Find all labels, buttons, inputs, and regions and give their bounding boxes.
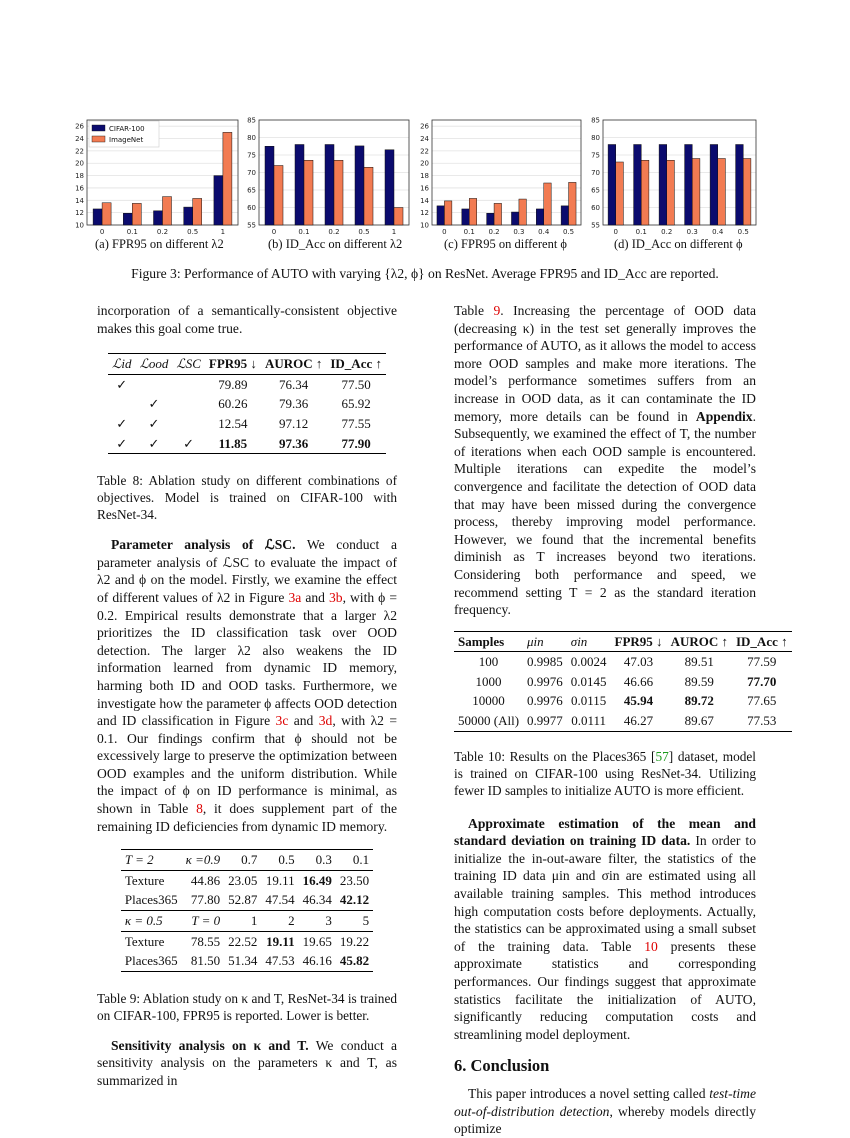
y-tick-label: 70 — [591, 169, 600, 177]
chart-panel-1 — [247, 117, 409, 237]
y-tick-label: 12 — [420, 209, 429, 218]
bar-imagenet — [718, 159, 726, 226]
y-tick-label: 85 — [591, 116, 600, 125]
y-tick-label: 18 — [75, 172, 84, 181]
table-8-caption: Table 8: Ablation study on different combinations of objectives. Model is trained on CIFAR-100 with ResNet-34. — [97, 473, 397, 523]
x-tick-label: 0.2 — [488, 228, 500, 236]
y-tick-label: 26 — [420, 122, 429, 131]
figure3-caption: Figure 3: Performance of AUTO with varying {λ2, ϕ} on ResNet. Average FPR95 and ID_Acc are reported. — [131, 266, 719, 281]
legend-label: CIFAR-100 — [109, 125, 145, 133]
bar-cifar100 — [710, 145, 718, 226]
t8-h-lid: ℒid — [112, 356, 132, 372]
t8-h-lsc: ℒSC — [176, 356, 201, 372]
left-paragraph-1: incorporation of a semantically-consistent objective makes this goal come true. — [97, 303, 397, 336]
t8-h-acc: ID_Acc ↑ — [330, 356, 382, 372]
bar-imagenet — [519, 199, 526, 225]
approx-paragraph: Approximate estimation of the mean and standard deviation on training ID data. In order to initialize the in-out-aware filter, the statistics of the training ID data μin and σin are estimated using all available training samples. This method introduces high computation costs before deployments. Actually, the statistics can be approximated using a small subset of the training data. Table 10 presents these approximate statistics and corresponding performances. Our findings suggest that approximate statistics facilitate the initialization of AUTO, significantly reducing computation costs and streamlining model deployment. — [454, 815, 756, 1042]
bar-imagenet — [469, 198, 476, 225]
subcaption-d: (d) ID_Acc on different ϕ — [614, 237, 743, 251]
t10-h-auroc: AUROC ↑ — [670, 633, 728, 649]
y-tick-label: 75 — [591, 151, 600, 160]
x-tick-label: 0.1 — [635, 228, 647, 236]
subcaption-a: (a) FPR95 on different λ2 — [95, 237, 224, 251]
bar-imagenet — [223, 132, 232, 225]
y-tick-label: 24 — [420, 135, 429, 144]
sensitivity-paragraph: Sensitivity analysis on κ and T. We conduct a sensitivity analysis on the parameters κ and T, as summarized in — [97, 1037, 397, 1088]
bar-cifar100 — [634, 145, 642, 226]
y-tick-label: 80 — [247, 134, 256, 142]
bar-cifar100 — [325, 145, 334, 226]
y-tick-label: 60 — [591, 204, 600, 212]
x-tick-label: 1 — [391, 228, 397, 236]
x-tick-label: 0.2 — [156, 228, 169, 236]
chart-panel-0 — [75, 120, 238, 236]
bar-cifar100 — [265, 146, 274, 225]
x-tick-label: 0.5 — [358, 228, 370, 236]
bar-cifar100 — [608, 145, 616, 226]
chart-legend — [89, 121, 159, 147]
table-10-caption: Table 10: Results on the Places365 [57] dataset, model is trained on CIFAR-100 using ResNet-34. Utilizing fewer ID samples to initialize AUTO is more efficient. — [454, 748, 756, 798]
bar-cifar100 — [487, 213, 494, 225]
x-tick-label: 0.2 — [328, 228, 340, 236]
x-tick-label: 0.4 — [712, 228, 724, 236]
y-tick-label: 22 — [75, 147, 84, 156]
x-tick-label: 0.3 — [686, 228, 698, 236]
y-tick-label: 10 — [420, 221, 429, 230]
y-tick-label: 80 — [591, 134, 600, 142]
table-row: 50000 (All) 0.9977 0.0111 46.27 89.67 77.53 — [454, 711, 792, 731]
figure3-subcaptions — [0, 237, 850, 253]
bar-imagenet — [102, 203, 111, 225]
bar-imagenet — [641, 160, 649, 225]
y-tick-label: 55 — [247, 221, 256, 230]
bar-cifar100 — [355, 146, 364, 225]
y-tick-label: 60 — [247, 204, 256, 212]
bar-imagenet — [163, 197, 172, 225]
fig-ref-3d[interactable]: 3d — [318, 713, 333, 729]
bar-imagenet — [193, 198, 202, 225]
t10-h-sigma: σin — [570, 633, 588, 649]
bar-cifar100 — [93, 209, 102, 225]
t10-h-samples: Samples — [458, 633, 505, 649]
t8-h-lood: ℒood — [139, 356, 169, 372]
table-row: ✓ 79.89 76.34 77.50 — [116, 376, 371, 392]
chart-panel-3 — [591, 117, 756, 237]
bar-imagenet — [667, 160, 675, 225]
x-tick-label: 0.3 — [513, 228, 525, 236]
table-row: Places365 77.80 52.87 47.54 46.34 42.12 — [121, 890, 373, 910]
x-tick-label: 0.1 — [126, 228, 138, 236]
y-tick-label: 16 — [75, 184, 84, 193]
y-tick-label: 65 — [247, 186, 256, 195]
y-tick-label: 22 — [420, 147, 429, 156]
legend-swatch — [92, 125, 105, 131]
x-tick-label: 0.5 — [187, 228, 199, 236]
bar-imagenet — [743, 159, 751, 226]
table-ref-10[interactable]: 10 — [644, 938, 658, 954]
table-9: T = 2 κ =0.9 0.7 0.5 0.3 0.1 Texture 44.86 23.05 19.11 16.49 23.50 Places365 77.80 52.87 47.54 46.34 42.12 κ = 0.5 T = 0 1 2 3 5 Texture 78.55 22.52 19.11 19.65 19.22 Places365 81.50 51.34 47.53 46.16 45.82 — [121, 849, 373, 972]
citation-57[interactable]: 57 — [655, 748, 669, 764]
approx-heading: Approximate estimation of the mean and standard deviation on training ID data. — [454, 815, 756, 849]
bar-imagenet — [274, 166, 283, 226]
y-tick-label: 26 — [75, 122, 84, 131]
bar-imagenet — [304, 160, 313, 225]
table-row: 100 0.9985 0.0024 47.03 89.51 77.59 — [478, 654, 777, 670]
y-tick-label: 18 — [420, 172, 429, 181]
x-tick-label: 0 — [271, 228, 277, 236]
y-tick-label: 65 — [591, 186, 600, 195]
fig-ref-3c[interactable]: 3c — [275, 713, 289, 729]
table-10 — [454, 631, 792, 732]
fig-ref-3a[interactable]: 3a — [288, 589, 302, 605]
bar-cifar100 — [685, 145, 693, 226]
bar-cifar100 — [184, 207, 193, 225]
x-tick-label: 0.1 — [463, 228, 475, 236]
bar-cifar100 — [214, 176, 223, 225]
legend-swatch — [92, 136, 105, 142]
bar-cifar100 — [123, 213, 132, 225]
t8-h-fpr: FPR95 ↓ — [208, 356, 257, 372]
bar-cifar100 — [295, 145, 304, 226]
table-row: 10000 0.9976 0.0115 45.94 89.72 77.65 — [472, 693, 777, 709]
right-column — [454, 302, 788, 1138]
fig-ref-3b[interactable]: 3b — [328, 589, 343, 605]
bar-imagenet — [334, 160, 343, 225]
t10-h-acc: ID_Acc ↑ — [735, 633, 788, 649]
x-tick-label: 0.1 — [298, 228, 310, 236]
appendix-ref: Appendix — [695, 408, 753, 424]
y-tick-label: 75 — [247, 151, 256, 160]
y-tick-label: 20 — [75, 159, 84, 168]
table-row: Texture 44.86 23.05 19.11 16.49 23.50 — [124, 872, 370, 888]
table-ref-9[interactable]: 9 — [493, 303, 501, 318]
table-ref-8[interactable]: 8 — [196, 801, 203, 817]
subcaption-c: (c) FPR95 on different ϕ — [444, 237, 567, 251]
x-tick-label: 0 — [442, 228, 447, 236]
table-row: Places365 81.50 51.34 47.53 46.16 45.82 — [121, 951, 373, 971]
table-row: ✓ ✓ ✓ 11.85 97.36 77.90 — [108, 434, 386, 454]
x-tick-label: 0.5 — [737, 228, 749, 236]
bar-cifar100 — [659, 145, 667, 226]
subcaption-b: (b) ID_Acc on different λ2 — [268, 237, 403, 251]
x-tick-label: 1 — [220, 228, 226, 236]
bar-cifar100 — [561, 206, 568, 225]
y-tick-label: 70 — [247, 169, 256, 177]
y-tick-label: 24 — [75, 135, 84, 144]
bar-imagenet — [544, 183, 551, 225]
legend-label: ImageNet — [109, 136, 144, 144]
y-tick-label: 14 — [75, 196, 84, 205]
y-tick-label: 20 — [420, 159, 429, 168]
x-tick-label: 0 — [613, 228, 618, 236]
table-row: Texture 78.55 22.52 19.11 19.65 19.22 — [124, 933, 370, 949]
y-tick-label: 16 — [420, 184, 429, 193]
left-column — [97, 302, 397, 1090]
bar-imagenet — [444, 201, 451, 225]
bar-imagenet — [394, 208, 403, 226]
table-row: 1000 0.9976 0.0145 46.66 89.59 77.70 — [475, 673, 777, 689]
chart-panel-2 — [420, 120, 581, 236]
x-tick-label: 0.2 — [661, 228, 673, 236]
figure3-charts — [0, 105, 850, 255]
bar-cifar100 — [437, 206, 444, 225]
setting-name: test-time out-of-distribution detection — [454, 1085, 756, 1119]
y-tick-label: 12 — [75, 209, 84, 218]
bar-cifar100 — [385, 150, 394, 225]
table-row: ✓ 60.26 79.36 65.92 — [148, 396, 371, 412]
plot-frame — [432, 120, 581, 225]
y-tick-label: 14 — [420, 196, 429, 205]
t8-h-auroc: AUROC ↑ — [264, 356, 323, 372]
x-tick-label: 0.4 — [538, 228, 550, 236]
x-tick-label: 0 — [99, 228, 105, 236]
table-row: ✓ ✓ 12.54 97.12 77.55 — [116, 415, 371, 431]
bar-imagenet — [616, 162, 624, 225]
x-tick-label: 0.5 — [563, 228, 575, 236]
param-heading: Parameter analysis of ℒSC. — [111, 537, 296, 553]
bar-imagenet — [364, 167, 373, 225]
table-9-caption: Table 9: Ablation study on κ and T, ResNet-34 is trained on CIFAR-100, FPR95 is reported. Lower is better. — [97, 990, 397, 1023]
right-paragraph-1: Table 9. Increasing the percentage of OOD data (decreasing κ) in the test set generally improves the performance of AUTO, as it allows the model to access more OOD samples and make more iterations. The model’s performance sometimes suffers from an increase in OOD data, as it can contaminate the ID memory, more details can be found in Appendix. Subsequently, we examined the effect of T, the number of iterations when each OOD sample is encountered. Multiple iterations can expedite the model’s convergence and facilitate the detection of OOD data that may have been missed during the convergence process, thereby improving model performance. However, we found that the incremental benefits diminish as T increases beyond two iterations. Considering both performance and speed, we recommend setting T = 2 as the standard iteration frequency. — [454, 303, 756, 618]
param-paragraph: Parameter analysis of ℒSC. We conduct a parameter analysis of ℒSC to evaluate the impact of λ2 and ϕ on the model. Firstly, we examine the effect of different values of λ2 in Figure 3a and 3b, with ϕ = 0.2. Empirical results demonstrate that a larger λ2 prioritizes the ID classification task over OOD detection. The larger λ2 also weakens the ID information learned from dynamic ID memory, harming both ID and OOD tasks. Furthermore, we investigate how the parameter ϕ affects OOD detection and ID classification in Figure 3c and 3d, with λ2 = 0.1. Our findings confirm that ϕ should not be excessively large to preserve the optimization between OOD examples and the uniform distribution. While the impact of ϕ on ID performance is minimal, as shown in Table 8, it does supplement part of the remaining ID deficiencies from dynamic ID memory. — [97, 537, 398, 834]
y-tick-label: 55 — [591, 221, 600, 230]
conclusion-heading: 6. Conclusion — [454, 1056, 550, 1076]
sensitivity-heading: Sensitivity analysis on κ and T. — [111, 1037, 309, 1053]
y-tick-label: 85 — [247, 116, 256, 125]
y-tick-label: 10 — [75, 221, 84, 230]
bar-cifar100 — [736, 145, 744, 226]
bar-cifar100 — [511, 212, 518, 225]
t10-h-mu: μin — [527, 633, 544, 649]
conclusion-paragraph: This paper introduces a novel setting called test-time out-of-distribution detection, whereby models directly optimize — [454, 1085, 756, 1137]
t10-h-fpr: FPR95 ↓ — [614, 633, 663, 649]
bar-imagenet — [494, 203, 501, 225]
bar-imagenet — [132, 203, 141, 225]
bar-imagenet — [569, 182, 576, 225]
bar-cifar100 — [536, 209, 543, 225]
bar-imagenet — [692, 159, 700, 226]
bar-cifar100 — [462, 209, 469, 225]
bar-cifar100 — [154, 211, 163, 225]
table-8 — [108, 353, 386, 454]
